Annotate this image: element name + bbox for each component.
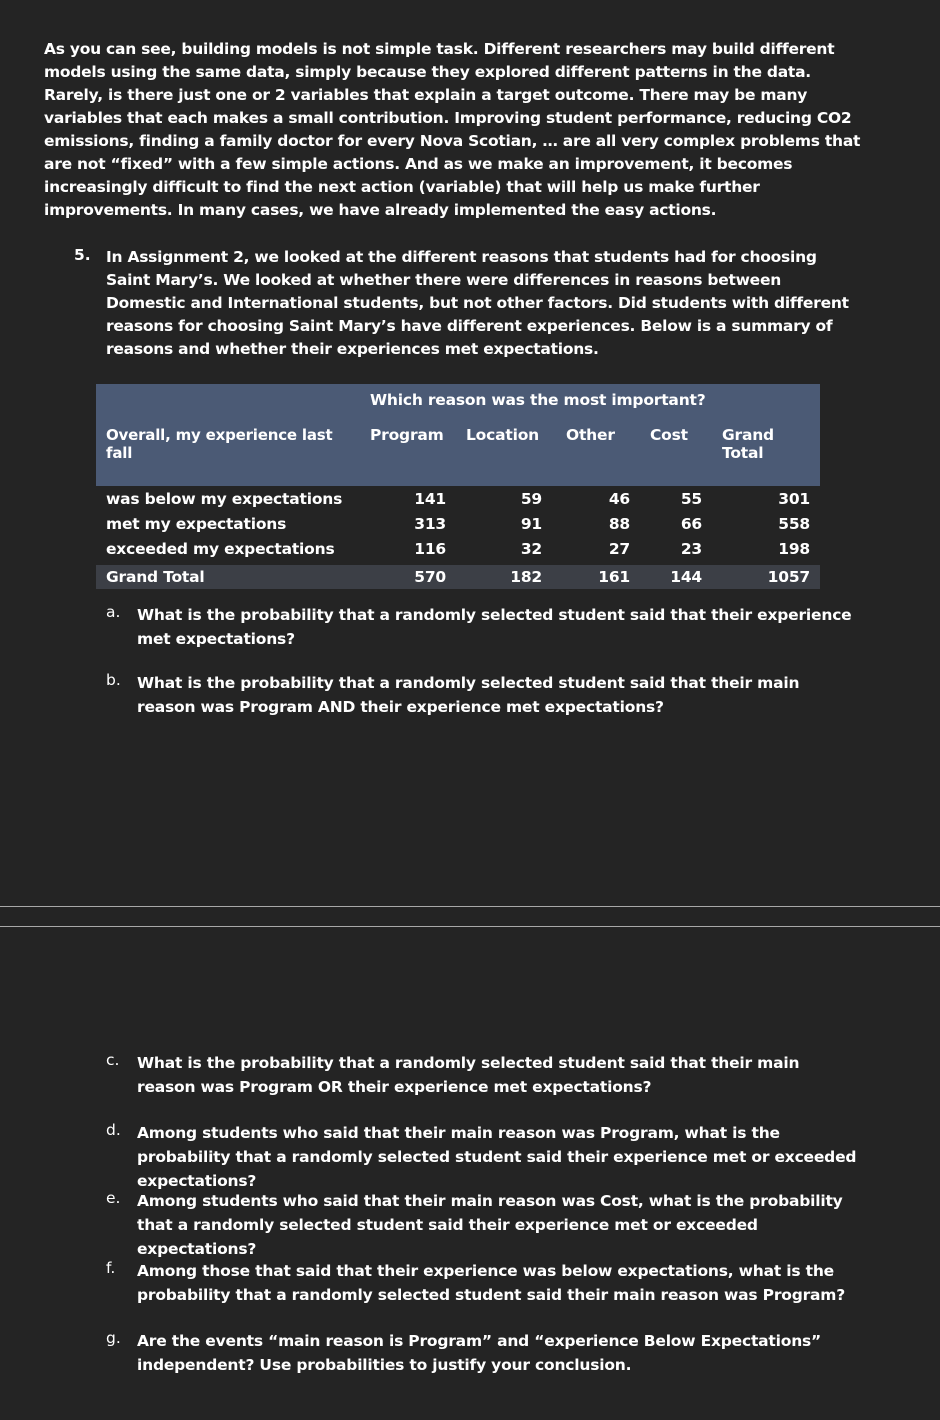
cell: 182	[456, 565, 552, 589]
cell: 141	[414, 490, 446, 508]
column-group-header: Which reason was the most important?	[360, 384, 820, 414]
cell: 88	[608, 515, 630, 533]
column-header-other: Other	[552, 414, 640, 486]
cell: 144	[640, 565, 712, 589]
question-text: What is the probability that a randomly selected student said that their experience met expectations?	[137, 606, 852, 648]
column-header-grand-total: Grand Total	[712, 414, 820, 486]
cell: 27	[608, 540, 630, 558]
cell: 23	[680, 540, 702, 558]
table-header-row-1	[96, 384, 820, 414]
table-row	[96, 486, 820, 515]
cell: 313	[414, 515, 446, 533]
cell: 91	[520, 515, 542, 533]
question-5-number: 5.	[74, 246, 91, 264]
column-header-location: Location	[456, 414, 552, 486]
intro-paragraph: As you can see, building models is not simple task. Different researchers may build different models using the same data, simply because they explored different patterns in the data. Rarely, is there just one or 2 variables that explain a target outcome. There may be many variables that each makes a small contribution. Improving student performance, reducing CO2 emissions, finding a family doctor for every Nova Scotian, … are all very complex problems that are not “fixed” with a few simple actions. And as we make an improvement, it becomes increasingly difficult to find the next action (variable) that will help us make further improvements. In many cases, we have already implemented the easy actions.	[44, 40, 861, 219]
cell: 59	[520, 490, 542, 508]
cell: 66	[680, 515, 702, 533]
question-text: What is the probability that a randomly selected student said that their main reason was Program AND their experience met expectations?	[137, 674, 800, 716]
row-label: met my expectations	[106, 515, 287, 533]
row-header: Overall, my experience last fall	[96, 414, 360, 486]
grand-total-row	[96, 565, 820, 589]
row-label: exceeded my expectations	[106, 540, 335, 558]
question-text: Are the events “main reason is Program” and “experience Below Expectations” independent? Use probabilities to justify your conclusion.	[137, 1332, 822, 1374]
divider-line	[0, 906, 940, 907]
table-row	[96, 540, 820, 565]
question-label: g.	[106, 1329, 121, 1347]
cell: 32	[520, 540, 542, 558]
question-text: Among those that said that their experience was below expectations, what is the probability that a randomly selected student said their main reason was Program?	[137, 1262, 846, 1304]
table-row	[96, 515, 820, 540]
question-label: b.	[106, 671, 121, 689]
cell: 161	[552, 565, 640, 589]
question-5-text: In Assignment 2, we looked at the different reasons that students had for choosing Saint Mary’s. We looked at whether there were differences in reasons between Domestic and International students, but not other factors. Did students with different reasons for choosing Saint Mary’s have different experiences. Below is a summary of reasons and whether their experiences met expectations.	[106, 248, 849, 358]
cell: 558	[778, 515, 810, 533]
cell: 116	[414, 540, 446, 558]
grand-total-label: Grand Total	[96, 565, 360, 589]
row-label: was below my expectations	[106, 490, 343, 508]
question-label: a.	[106, 603, 121, 621]
question-text: Among students who said that their main reason was Program, what is the probability that a randomly selected student said their experience met or exceeded expectations?	[137, 1124, 857, 1190]
cell: 46	[608, 490, 630, 508]
divider-line	[0, 926, 940, 927]
question-label: f.	[106, 1259, 116, 1277]
column-header-cost: Cost	[640, 414, 712, 486]
cell: 55	[680, 490, 702, 508]
question-label: e.	[106, 1189, 121, 1207]
column-header-program: Program	[360, 414, 456, 486]
question-text: What is the probability that a randomly selected student said that their main reason was Program OR their experience met expectations?	[137, 1054, 800, 1096]
table-header-row-2	[96, 414, 820, 486]
question-text: Among students who said that their main reason was Cost, what is the probability that a randomly selected student said their experience met or exceeded expectations?	[137, 1192, 843, 1258]
cell: 198	[778, 540, 810, 558]
table-header-blank	[96, 384, 360, 414]
cell: 1057	[712, 565, 820, 589]
cell: 570	[360, 565, 456, 589]
question-label: c.	[106, 1051, 120, 1069]
pivot-table	[96, 384, 820, 589]
question-label: d.	[106, 1121, 121, 1139]
cell: 301	[778, 490, 810, 508]
